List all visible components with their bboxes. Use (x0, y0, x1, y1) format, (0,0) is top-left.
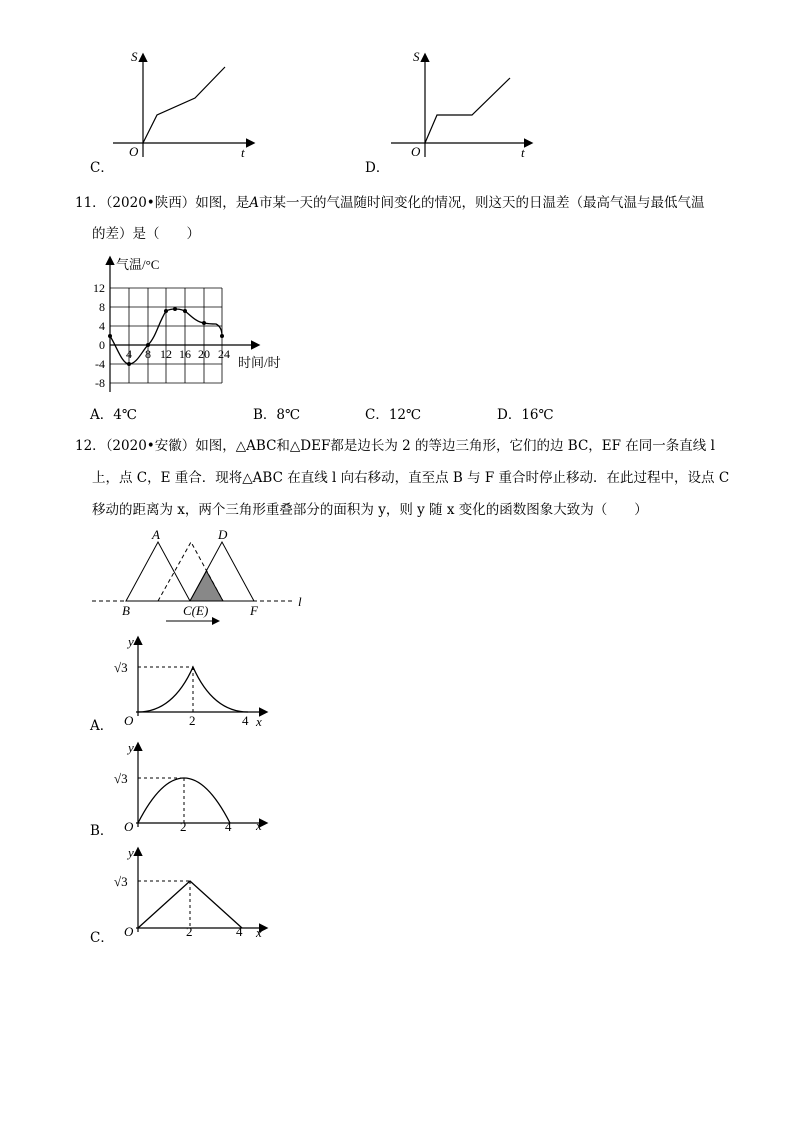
overlap-shaded (190, 571, 223, 601)
sqrt3-label: √3 (114, 771, 128, 786)
origin-label: O (129, 144, 139, 159)
y-label: y (128, 740, 134, 755)
q11-option-b[interactable]: B．8℃ (253, 407, 301, 423)
x-axis-label: 时间/时 (238, 355, 281, 370)
label-b: B (122, 603, 130, 618)
y-tick-neg8: -8 (95, 376, 105, 390)
q11-temperature-chart (80, 252, 310, 397)
sqrt3-label: √3 (114, 660, 128, 675)
q12-stem-line2: 上，点 C，E 重合．现将△ABC 在直线 l 向右移动，直至点 B 与 F 重合时停止移动．在此过程中，设点 C (92, 470, 730, 486)
tick-4: 4 (242, 713, 249, 727)
q11-number: 11． (75, 195, 106, 211)
label-a: A (152, 527, 160, 542)
q10-graph-d (385, 45, 545, 165)
q12-stem-line3: 移动的距离为 x，两个三角形重叠部分的面积为 y，则 y 随 x 变化的函数图象大致为（ ） (92, 502, 648, 518)
origin-label: O (411, 144, 421, 159)
q12-graph-a (108, 632, 278, 727)
q12-source: （2020•安徽） (105, 438, 196, 454)
q11-stem-line1 (75, 197, 705, 211)
axis-t-label: t (241, 145, 245, 160)
x-tick-8: 8 (145, 347, 151, 361)
triangle-abc (126, 542, 190, 601)
y-label: y (128, 845, 134, 860)
q12-line1: 如图，△ABC和△DEF都是边长为 2 的等边三角形，它们的边 BC，EF 在同一条直线 l (195, 438, 715, 454)
q11-option-a[interactable]: A．4℃ (90, 407, 137, 423)
tick-4: 4 (236, 924, 243, 939)
y-axis-label: 气温/°C (116, 257, 160, 272)
x-label: x (256, 714, 262, 727)
x-label: x (256, 925, 262, 940)
q12-graph-b (108, 738, 278, 833)
q11-option-d[interactable]: D．16℃ (497, 407, 554, 423)
axis-s-label: S (413, 49, 420, 64)
q12-option-a[interactable]: A． (90, 718, 114, 734)
q11-stem-b: 市某一天的气温随时间变化的情况，则这天的日温差（最高气温与最低气温 (259, 195, 705, 211)
tick-2: 2 (180, 819, 187, 833)
q11-stem-line2: 的差）是（ ） (92, 226, 200, 242)
label-ce: C(E) (183, 603, 209, 618)
q11-option-c[interactable]: C．12℃ (365, 407, 422, 423)
x-tick-12: 12 (160, 347, 172, 361)
origin-label: O (124, 819, 134, 833)
x-label: x (256, 818, 262, 833)
label-l: l (298, 594, 302, 609)
tick-2: 2 (189, 713, 196, 727)
q12-option-b[interactable]: B． (90, 823, 114, 839)
origin-label: O (124, 924, 134, 939)
x-tick-16: 16 (179, 347, 191, 361)
q11-stem-a: 如图，是 (195, 195, 250, 211)
q12-stem-line1 (75, 440, 715, 454)
graph-line (143, 67, 225, 143)
y-tick-4: 4 (99, 319, 105, 333)
y-tick-0: 0 (99, 338, 105, 352)
q10-option-c[interactable]: C． (90, 160, 114, 176)
label-f: F (250, 603, 258, 618)
q12-triangles-figure (88, 526, 318, 631)
q12-number: 12． (75, 438, 106, 454)
x-tick-20: 20 (198, 347, 210, 361)
q10-graph-c (105, 45, 265, 165)
y-tick-labels (93, 281, 105, 390)
y-tick-neg4: -4 (95, 357, 105, 371)
tick-2: 2 (186, 924, 193, 939)
y-label: y (128, 634, 134, 649)
q10-option-d[interactable]: D． (365, 160, 390, 176)
q11-stem-var: A (249, 195, 260, 211)
axis-t-label: t (521, 145, 525, 160)
chart-grid (110, 288, 222, 383)
origin-label: O (124, 713, 134, 727)
tick-4: 4 (225, 819, 232, 833)
q12-graph-c (108, 843, 278, 943)
sqrt3-label: √3 (114, 874, 128, 889)
y-tick-8: 8 (99, 300, 105, 314)
y-tick-12: 12 (93, 281, 105, 295)
q11-source: （2020•陕西） (105, 195, 196, 211)
label-d: D (218, 527, 228, 542)
q12-option-c[interactable]: C． (90, 930, 114, 946)
axis-s-label: S (131, 49, 138, 64)
x-tick-24: 24 (218, 347, 230, 361)
graph-line (425, 78, 510, 143)
x-tick-4: 4 (126, 347, 132, 361)
